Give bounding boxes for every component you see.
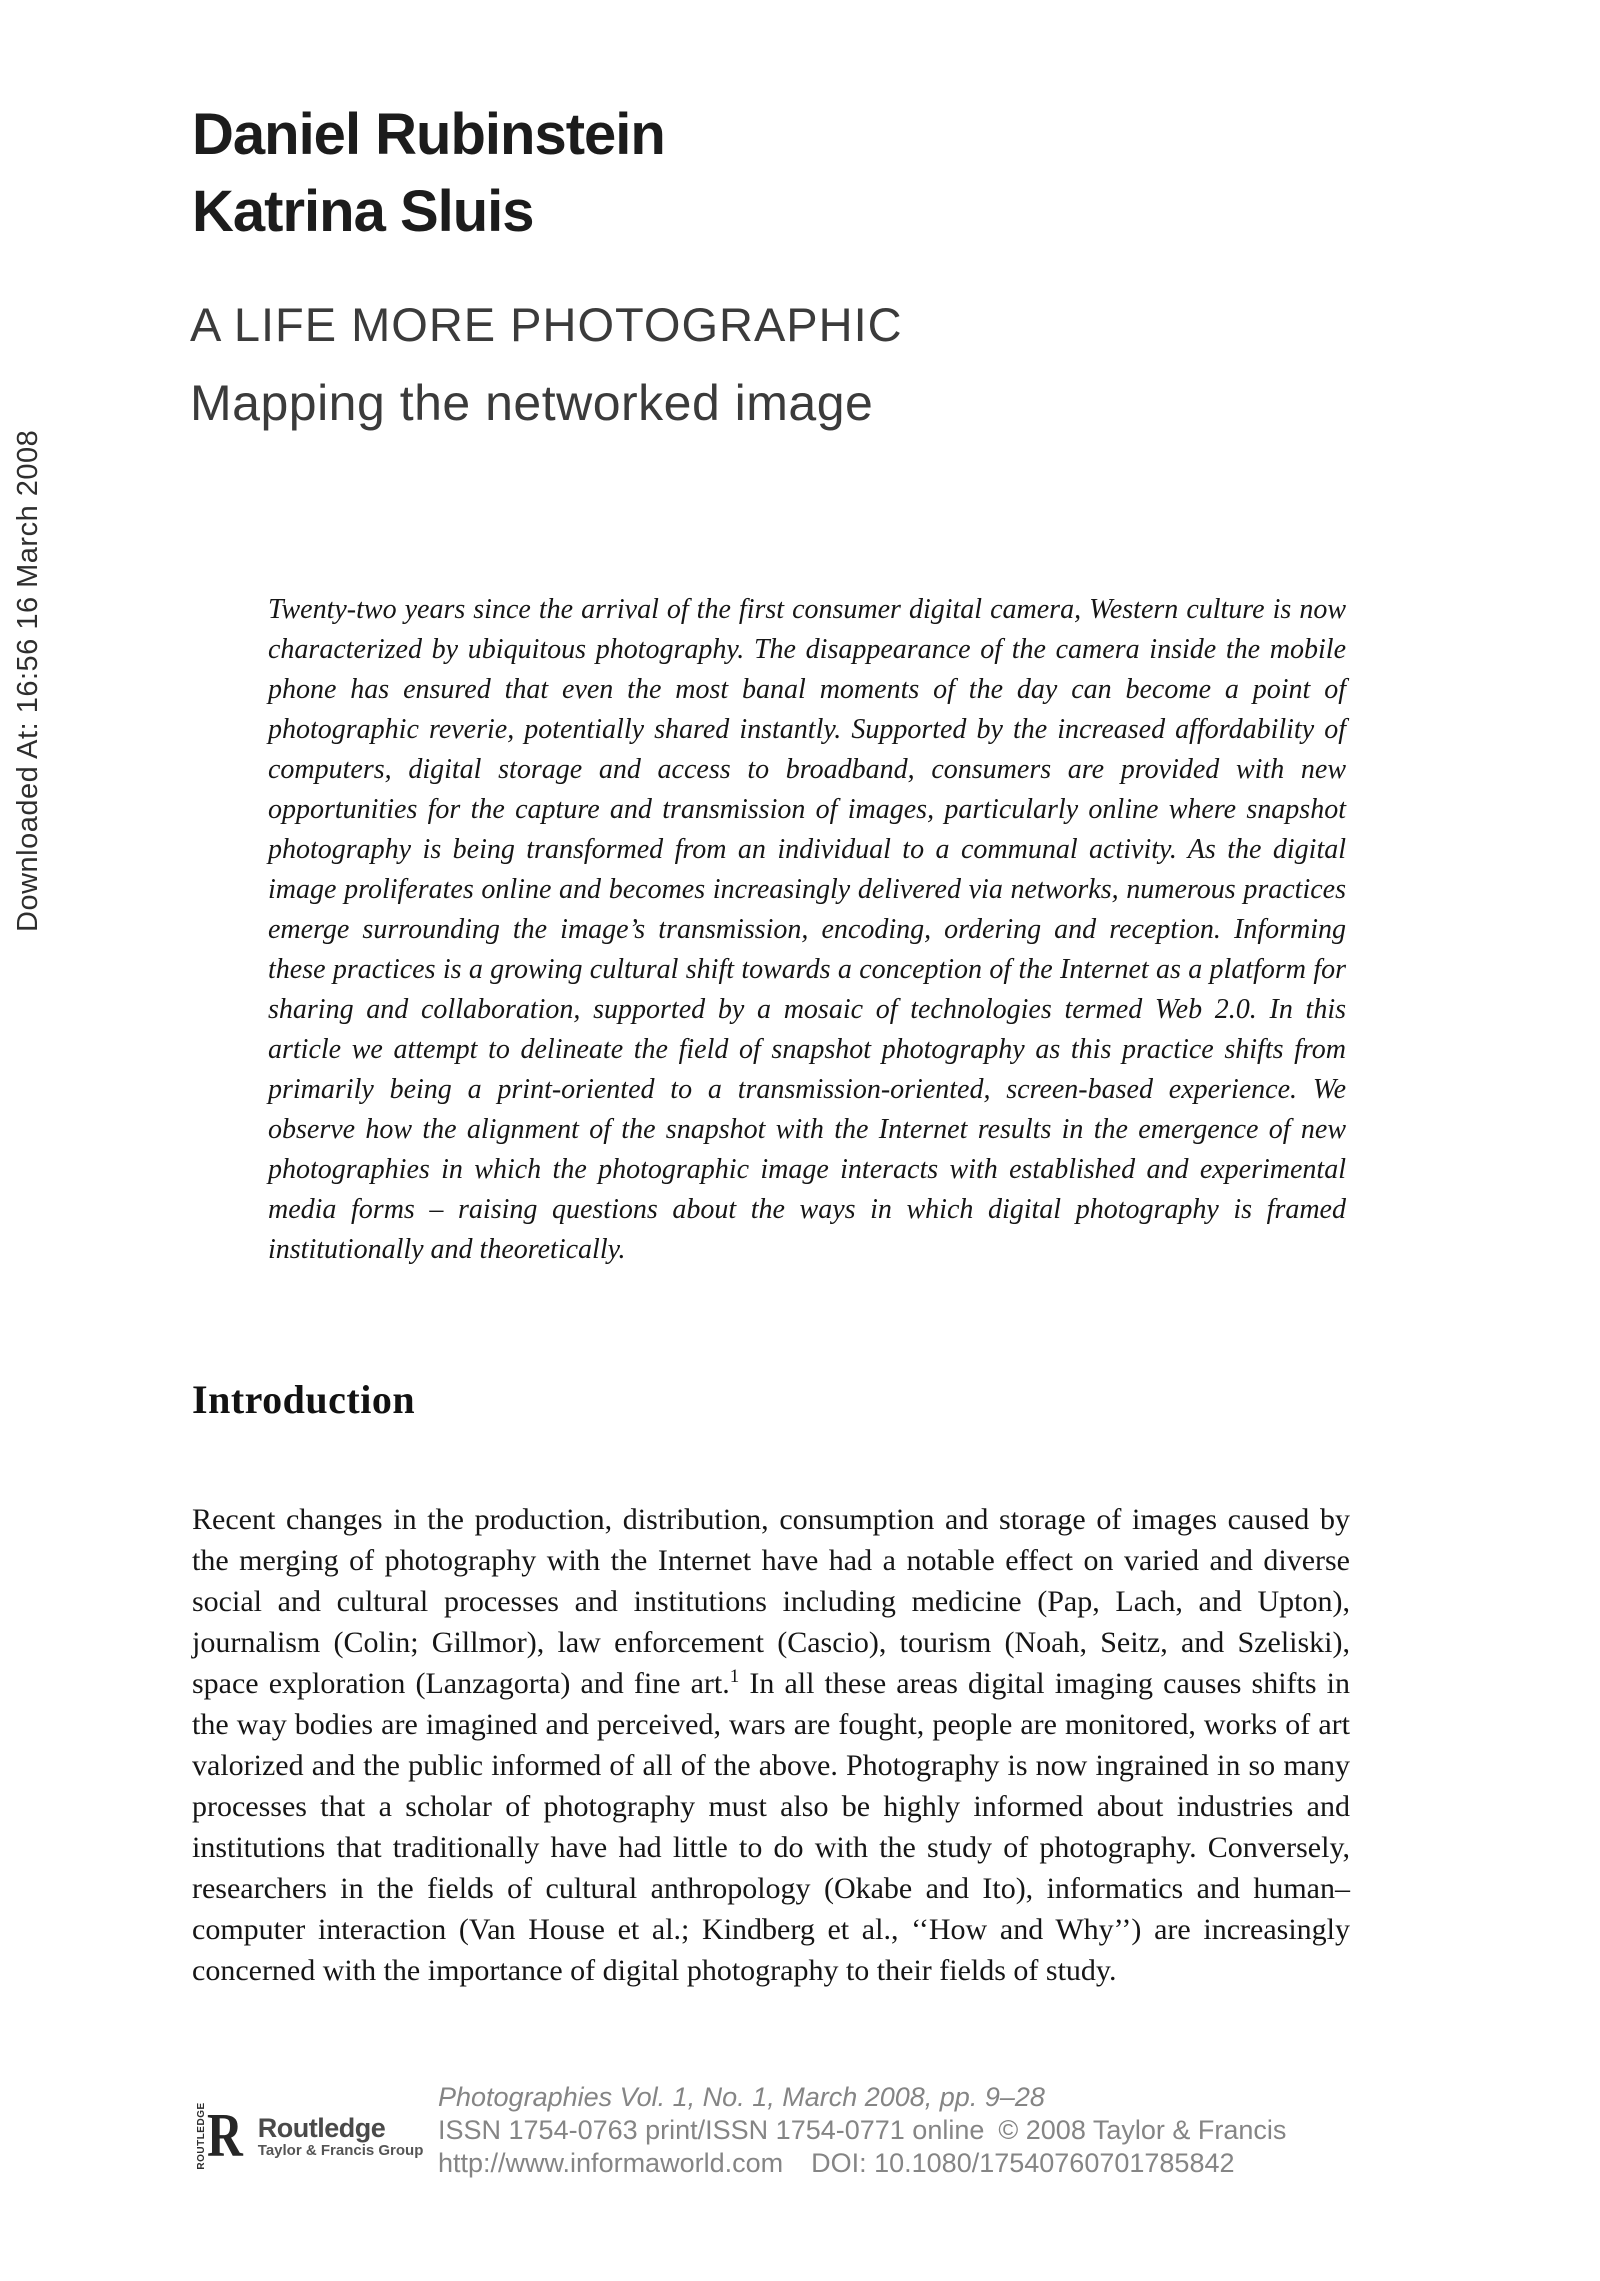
- doi-text: DOI: 10.1080/17540760701785842: [811, 2148, 1235, 2178]
- routledge-wordmark: Routledge: [257, 2112, 386, 2143]
- routledge-logo: [195, 2102, 424, 2170]
- author-name-2: Katrina Sluis: [192, 179, 534, 244]
- abstract-text: Twenty-two years since the arrival of the first consumer digital camera, Western culture is now characterized by ubiquitous photography. The disappearance of the camera inside the mobile phone has ensured that even the most banal moments of the day can become a point of photographic reverie, potentially shared instantly. Supported by the increased affordability of computers, digital storage and access to broadband, consumers are provided with new opportunities for the capture and transmission of images, particularly online where snapshot photography is being transformed from an individual to a communal activity. As the digital image proliferates online and becomes increasingly delivered via networks, numerous practices emerge surrounding the image’s transmission, encoding, ordering and reception. Informing these practices is a growing cultural shift towards a conception of the Internet as a platform for sharing and collaboration, supported by a mosaic of technologies termed Web 2.0. In this article we attempt to delineate the field of snapshot photography as this practice shifts from primarily being a print-oriented to a transmission-oriented, screen-based experience. We observe how the alignment of the snapshot with the Internet results in the emergence of new photographies in which the photographic image interacts with established and experimental media forms – raising questions about the ways in which digital photography is framed institutionally and theoretically.: [268, 594, 1346, 1265]
- journal-citation: Photographies Vol. 1, No. 1, March 2008, pp. 9–28: [438, 2082, 1045, 2112]
- routledge-logo-vertical-text: ROUTLEDGE: [195, 2102, 207, 2170]
- routledge-logo-text: [258, 2114, 424, 2159]
- journal-imprint-block: [438, 2081, 1286, 2180]
- routledge-tagline: Taylor & Francis Group: [257, 2141, 424, 2159]
- url-doi-line: [438, 2147, 1286, 2180]
- author-name-1: Daniel Rubinstein: [192, 102, 665, 167]
- paragraph-text-after-footnote: In all these areas digital imaging causes shifts in the way bodies are imagined and perceived, wars are fought, people are monitored, works of art valorized and the public informed of all of the above. Photography is now ingrained in so many processes that a scholar of photography must also be highly informed about industries and institutions that traditionally have had little to do with the study of photography. Conversely, researchers in the fields of cultural anthropology (Okabe and Ito), informatics and human–computer interaction (Van House et al.; Kindberg et al., ‘‘How and Why’’) are increasingly concerned with the importance of digital photography to their fields of study.: [192, 1667, 1350, 1987]
- footnote-reference-1: 1: [729, 1666, 740, 1687]
- paragraph-text-before-footnote: Recent changes in the production, distribution, consumption and storage of images caused by the merging of photography with the Internet have had a notable effect on varied and diverse social and cultural processes and institutions including medicine (Pap, Lach, and Upton), journalism (Colin; Gillmor), law enforcement (Cascio), tourism (Noah, Seitz, and Szeliski), space exploration (Lanzagorta) and fine art.: [192, 1503, 1350, 1700]
- issn-line: [438, 2114, 1286, 2147]
- download-watermark: Downloaded At: 16:56 16 March 2008: [12, 429, 44, 932]
- author-block: [192, 96, 665, 250]
- section-heading-introduction: Introduction: [192, 1377, 416, 1422]
- article-subtitle: Mapping the networked image: [190, 375, 874, 431]
- publisher-url: http://www.informaworld.com: [438, 2148, 784, 2178]
- article-title: A LIFE MORE PHOTOGRAPHIC: [190, 298, 903, 351]
- routledge-logo-r-glyph: R: [207, 2102, 243, 2170]
- introduction-paragraph: [192, 1499, 1350, 1991]
- issn-text: ISSN 1754-0763 print/ISSN 1754-0771 online: [438, 2115, 985, 2145]
- copyright-text: © 2008 Taylor & Francis: [998, 2115, 1287, 2145]
